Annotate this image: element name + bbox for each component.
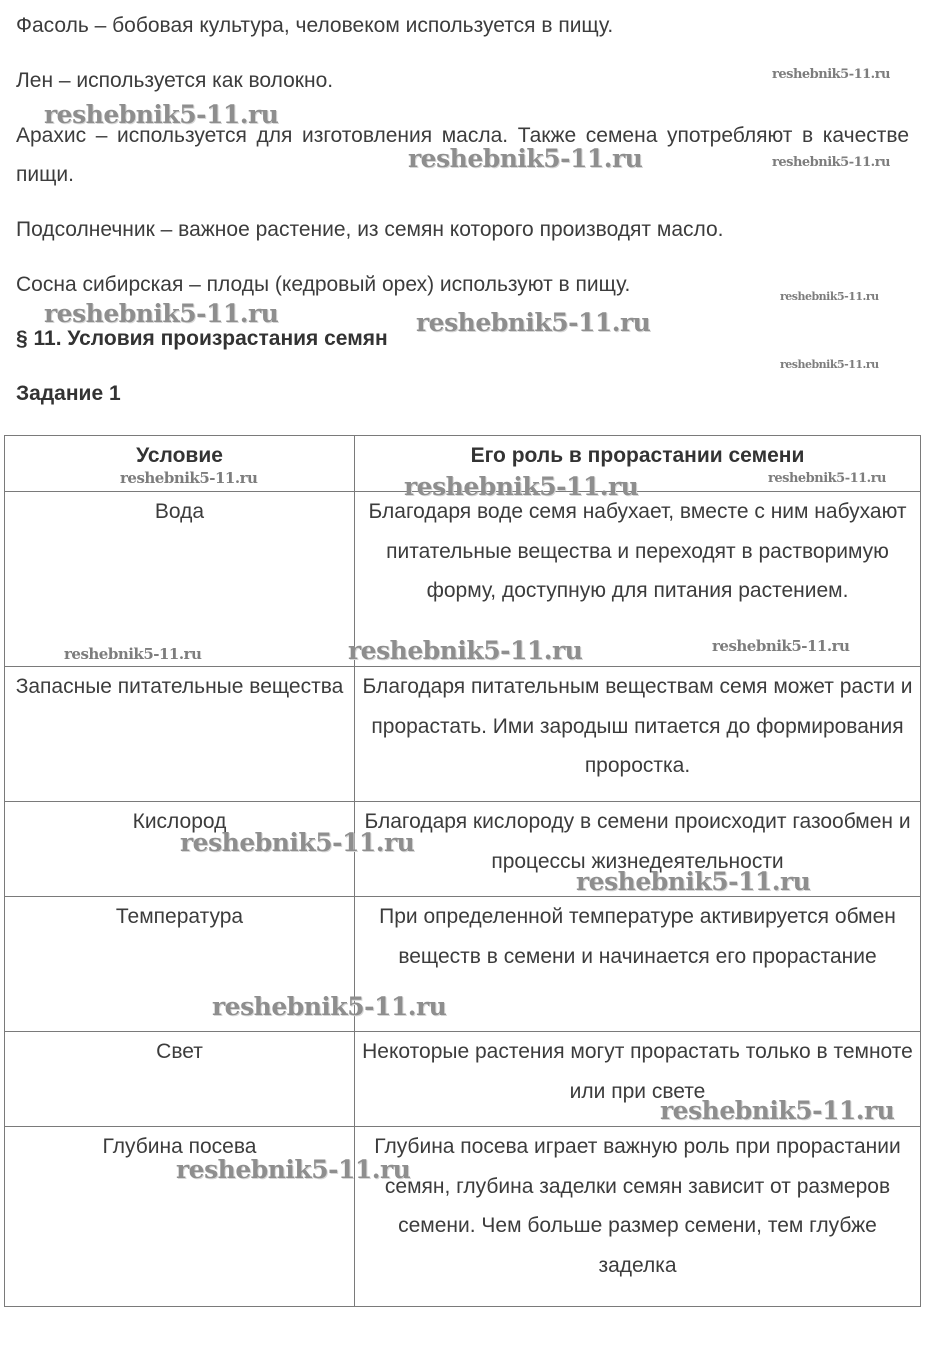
watermark: reshebnik5-11.ru — [772, 155, 891, 170]
watermark: reshebnik5-11.ru — [416, 308, 651, 337]
watermark: reshebnik5-11.ru — [660, 1096, 895, 1125]
task-title: Задание 1 — [16, 382, 121, 405]
watermark: reshebnik5-11.ru — [120, 469, 258, 487]
watermark: reshebnik5-11.ru — [64, 645, 202, 663]
watermark: reshebnik5-11.ru — [768, 471, 887, 486]
watermark: reshebnik5-11.ru — [348, 636, 583, 665]
watermark: reshebnik5-11.ru — [780, 290, 879, 303]
role-cell: Благодаря питательным веществам семя может расти и прорастать. Ими зародыш питается до формирования проростка. — [355, 667, 921, 802]
condition-cell: Свет — [5, 1032, 355, 1127]
table-row — [5, 1127, 921, 1307]
paragraph-beans: Фасоль – бобовая культура, человеком используется в пищу. — [16, 14, 614, 37]
role-cell: Глубина посева играет важную роль при прорастании семян, глубина заделки семян зависит от размеров семени. Чем больше размер семени, тем глубже заделка — [355, 1127, 921, 1307]
watermark: reshebnik5-11.ru — [44, 299, 279, 328]
condition-cell: Глубина посева — [5, 1127, 355, 1307]
role-cell: Благодаря кислороду в семени происходит газообмен и процессы жизнедеятельности — [355, 802, 921, 897]
watermark: reshebnik5-11.ru — [176, 1155, 411, 1184]
watermark: reshebnik5-11.ru — [180, 828, 415, 857]
paragraph-flax: Лен – используется как волокно. — [16, 69, 334, 92]
condition-cell: Кислород — [5, 802, 355, 897]
watermark: reshebnik5-11.ru — [408, 144, 643, 173]
role-cell: Благодаря воде семя набухает, вместе с ним набухают питательные вещества и переходят в растворимую форму, доступную для питания растением. — [355, 492, 921, 667]
watermark: reshebnik5-11.ru — [44, 100, 279, 129]
watermark: reshebnik5-11.ru — [576, 867, 811, 896]
role-cell: Некоторые растения могут прорастать только в темноте или при свете — [355, 1032, 921, 1127]
column-header-condition: Условие — [5, 436, 355, 492]
section-title: § 11. Условия произрастания семян — [16, 327, 388, 350]
condition-cell: Вода — [5, 492, 355, 667]
paragraph-pine: Сосна сибирская – плоды (кедровый орех) используют в пищу. — [16, 273, 631, 296]
watermark: reshebnik5-11.ru — [772, 67, 891, 82]
table-row — [5, 897, 921, 1032]
role-cell: При определенной температуре активируется обмен веществ в семени и начинается его прорастание — [355, 897, 921, 1032]
watermark: reshebnik5-11.ru — [404, 472, 639, 501]
condition-cell: Запасные питательные вещества — [5, 667, 355, 802]
table-row — [5, 667, 921, 802]
watermark: reshebnik5-11.ru — [712, 637, 850, 655]
condition-cell: Температура — [5, 897, 355, 1032]
paragraph-peanut: Арахис – используется для изготовления масла. Также семена употребляют в качестве пищи. — [16, 124, 909, 186]
paragraph-sunflower: Подсолнечник – важное растение, из семян которого производят масло. — [16, 218, 724, 241]
column-header-role: Его роль в прорастании семени — [355, 436, 921, 492]
watermark: reshebnik5-11.ru — [780, 358, 879, 371]
watermark: reshebnik5-11.ru — [212, 992, 447, 1021]
